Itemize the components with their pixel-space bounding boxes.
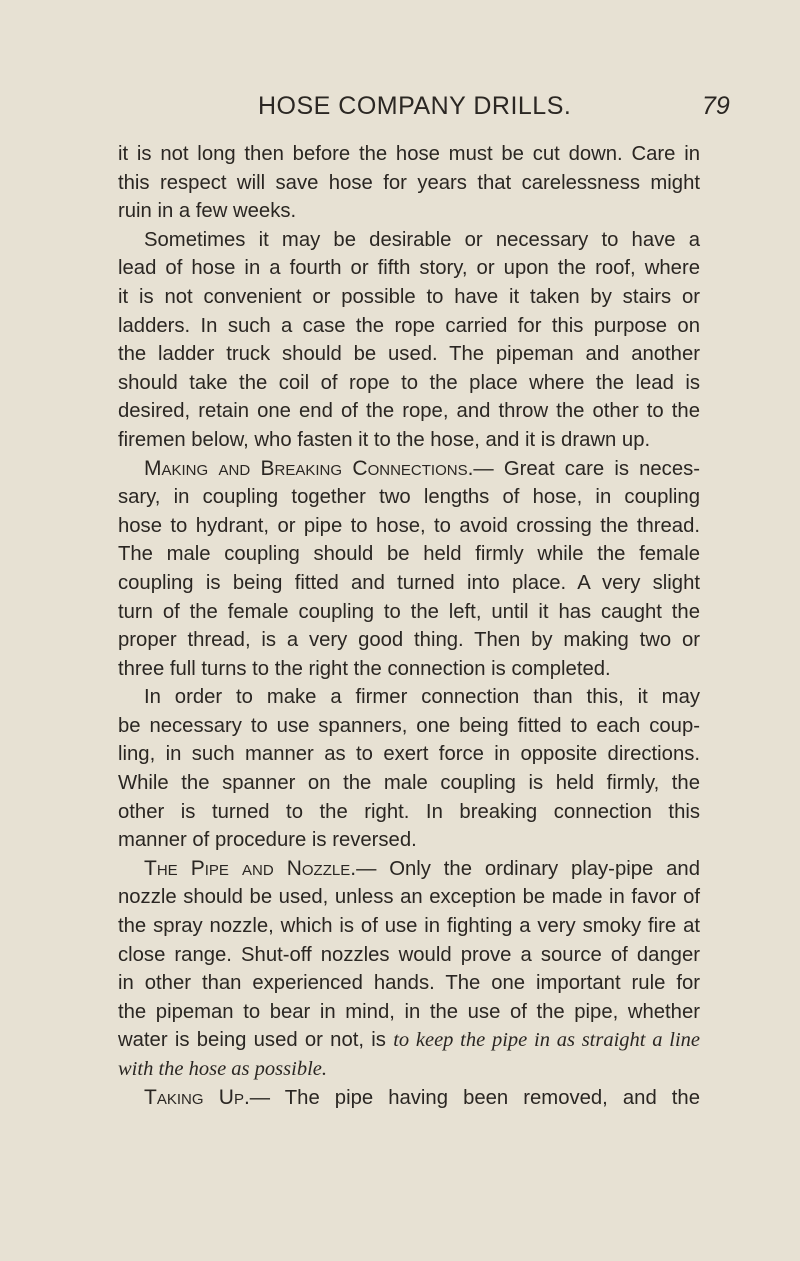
text-fragment: water is being used or not, is	[118, 1029, 386, 1052]
italic-phrase: to keep the pipe in as straight a line	[393, 1029, 700, 1052]
text-line: firemen below, who fasten it to the hose, and it is drawn up.	[118, 428, 651, 451]
text-line: be necessary to use spanners, one being fitted to each coup-	[118, 714, 700, 737]
text-line: should take the coil of rope to the place where the lead is	[118, 371, 700, 394]
text-line: the ladder truck should be used. The pipeman and another	[118, 343, 700, 366]
section-heading: Taking Up.	[144, 1085, 250, 1109]
text-fragment: — The pipe having been removed, and the	[249, 1086, 700, 1109]
text-line: manner of procedure is reversed.	[118, 829, 417, 852]
text-fragment: — Only the ordinary play-pipe and	[356, 857, 700, 880]
text-line: three full turns to the right the connection is completed.	[118, 657, 611, 680]
italic-phrase: with the hose as possible.	[118, 1058, 327, 1080]
running-title: HOSE COMPANY DRILLS.	[258, 92, 572, 120]
text-line	[118, 855, 700, 884]
text-line: in other than experienced hands. The one important rule for	[118, 972, 700, 995]
section-heading: The Pipe and Nozzle.	[144, 856, 357, 880]
text-line: other is turned to the right. In breaking connection this	[118, 800, 700, 823]
text-fragment: — Great care is neces-	[473, 457, 700, 480]
body-text	[118, 140, 700, 1112]
text-line: this respect will save hose for years that carelessness might	[118, 171, 700, 194]
text-line: sary, in coupling together two lengths of hose, in coupling	[118, 486, 700, 509]
text-line: desired, retain one end of the rope, and throw the other to the	[118, 400, 700, 423]
text-line: the spray nozzle, which is of use in fighting a very smoky fire at	[118, 915, 700, 938]
page-number: 79	[702, 92, 730, 120]
text-line: hose to hydrant, or pipe to hose, to avoid crossing the thread.	[118, 514, 700, 537]
text-line: turn of the female coupling to the left, until it has caught the	[118, 600, 700, 623]
section-heading: Making and Breaking Connections.	[144, 456, 474, 480]
text-line: In order to make a firmer connection than this, it may	[144, 686, 700, 709]
text-line: proper thread, is a very good thing. Then by making two or	[118, 629, 700, 652]
text-line: ladders. In such a case the rope carried for this purpose on	[118, 314, 700, 337]
text-line	[118, 1055, 700, 1084]
text-line: ruin in a few weeks.	[118, 200, 297, 223]
text-line: it is not convenient or possible to have it taken by stairs or	[118, 285, 700, 308]
text-line: the pipeman to bear in mind, in the use of the pipe, whether	[118, 1000, 700, 1023]
text-line	[118, 1084, 700, 1113]
text-line: ling, in such manner as to exert force in opposite directions.	[118, 743, 700, 766]
text-line: coupling is being fitted and turned into place. A very slight	[118, 571, 700, 594]
text-line: it is not long then before the hose must be cut down. Care in	[118, 143, 700, 165]
text-line: nozzle should be used, unless an exception be made in favor of	[118, 886, 700, 909]
text-line: While the spanner on the male coupling is held firmly, the	[118, 772, 700, 795]
text-line: lead of hose in a fourth or fifth story, or upon the roof, where	[118, 257, 700, 280]
text-line	[118, 1026, 700, 1055]
text-line	[118, 455, 700, 484]
text-line: Sometimes it may be desirable or necessary to have a	[144, 228, 700, 251]
text-line: The male coupling should be held firmly while the female	[118, 543, 700, 566]
text-line: close range. Shut-off nozzles would prove a source of danger	[118, 943, 700, 966]
